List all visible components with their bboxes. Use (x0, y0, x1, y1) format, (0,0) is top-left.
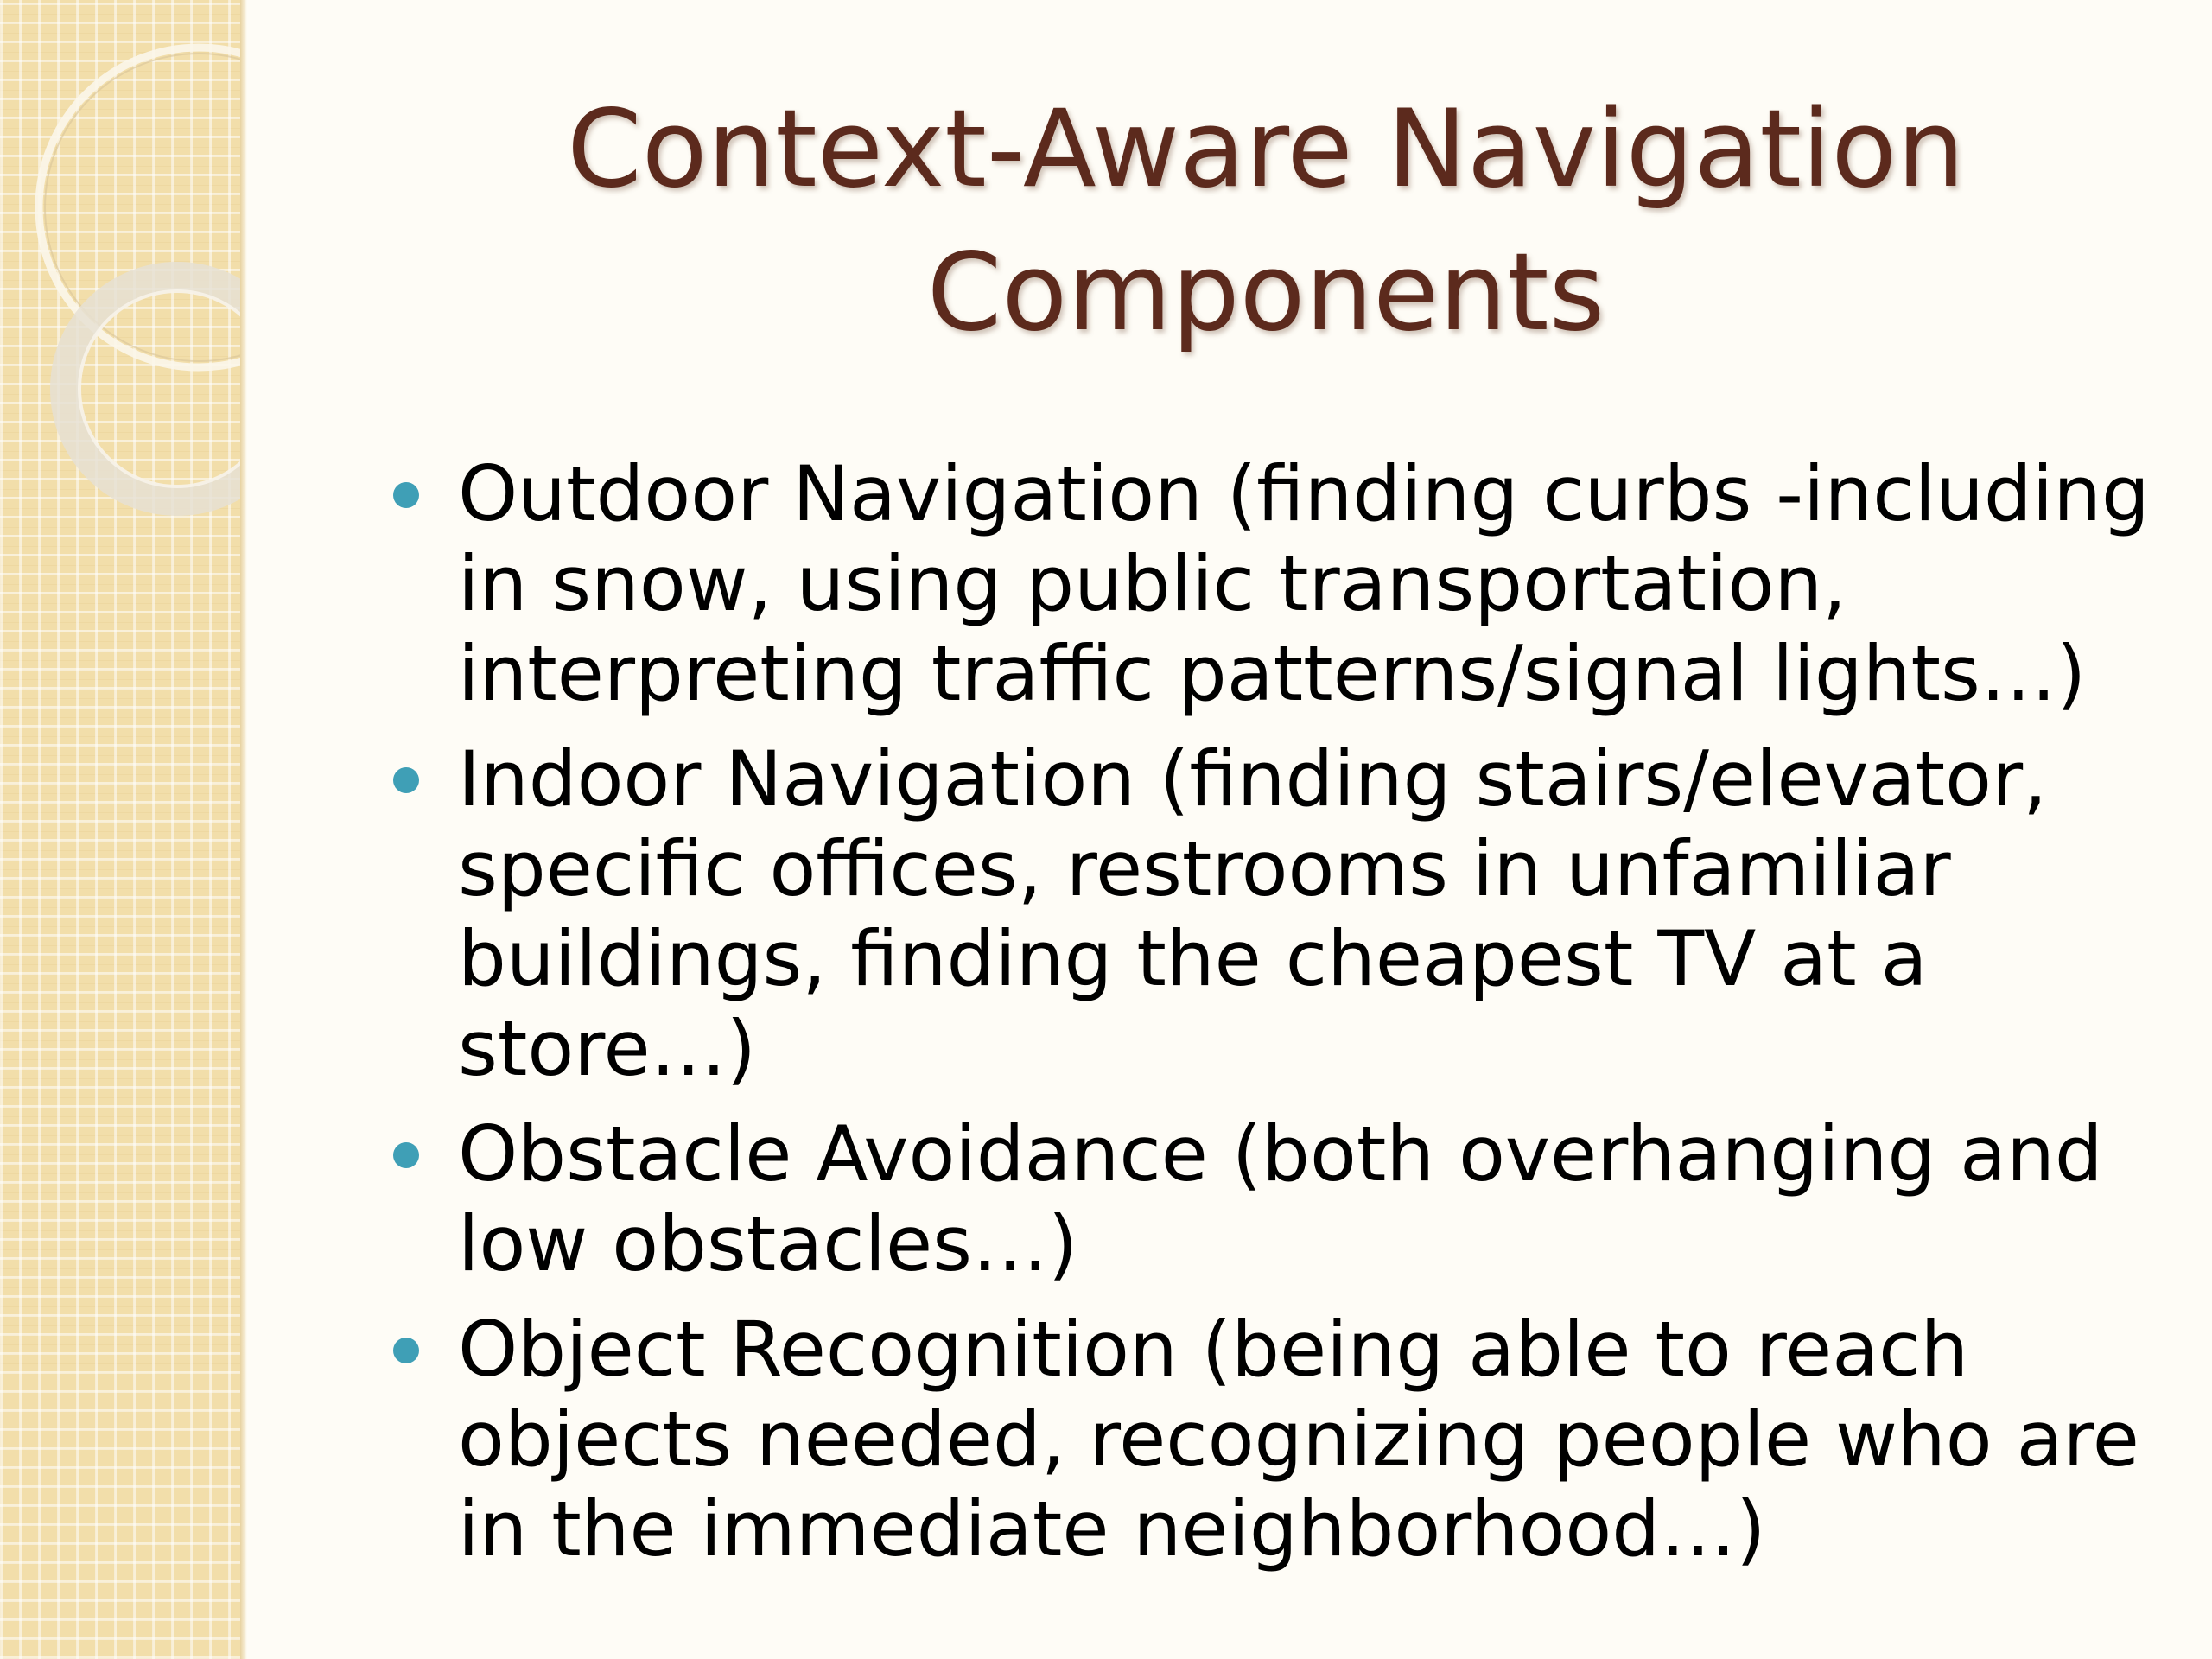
title-line-2: Components (926, 231, 1605, 355)
bullet-dot-icon (393, 767, 419, 793)
bullet-dot-icon (393, 1338, 419, 1363)
bullet-text: Indoor Navigation (finding stairs/elevator, specific offices, restrooms in unfamiliar buildings, finding the cheapest TV at a store…) (458, 734, 2048, 1093)
bullet-object-recognition (393, 1305, 2173, 1574)
bullet-outdoor-navigation (393, 449, 2173, 719)
bullet-text: Obstacle Avoidance (both overhanging and low obstacles…) (458, 1109, 2103, 1288)
bullet-obstacle-avoidance (393, 1109, 2173, 1289)
decorative-rings-icon (0, 0, 245, 605)
bullet-indoor-navigation (393, 734, 2173, 1094)
bullet-text: Object Recognition (being able to reach objects needed, recognizing people who are in the immediate neighborhood…) (458, 1305, 2139, 1573)
decorative-side-strip (0, 0, 245, 1659)
slide-title (389, 78, 2143, 365)
bullet-list (393, 449, 2173, 1590)
strip-edge-shadow (240, 0, 247, 1659)
bullet-dot-icon (393, 482, 419, 508)
bullet-text: Outdoor Navigation (finding curbs -including in snow, using public transportation, interpreting traffic patterns/signal lights…) (458, 449, 2150, 718)
bullet-dot-icon (393, 1142, 419, 1168)
title-line-1: Context-Aware Navigation (567, 87, 1965, 212)
